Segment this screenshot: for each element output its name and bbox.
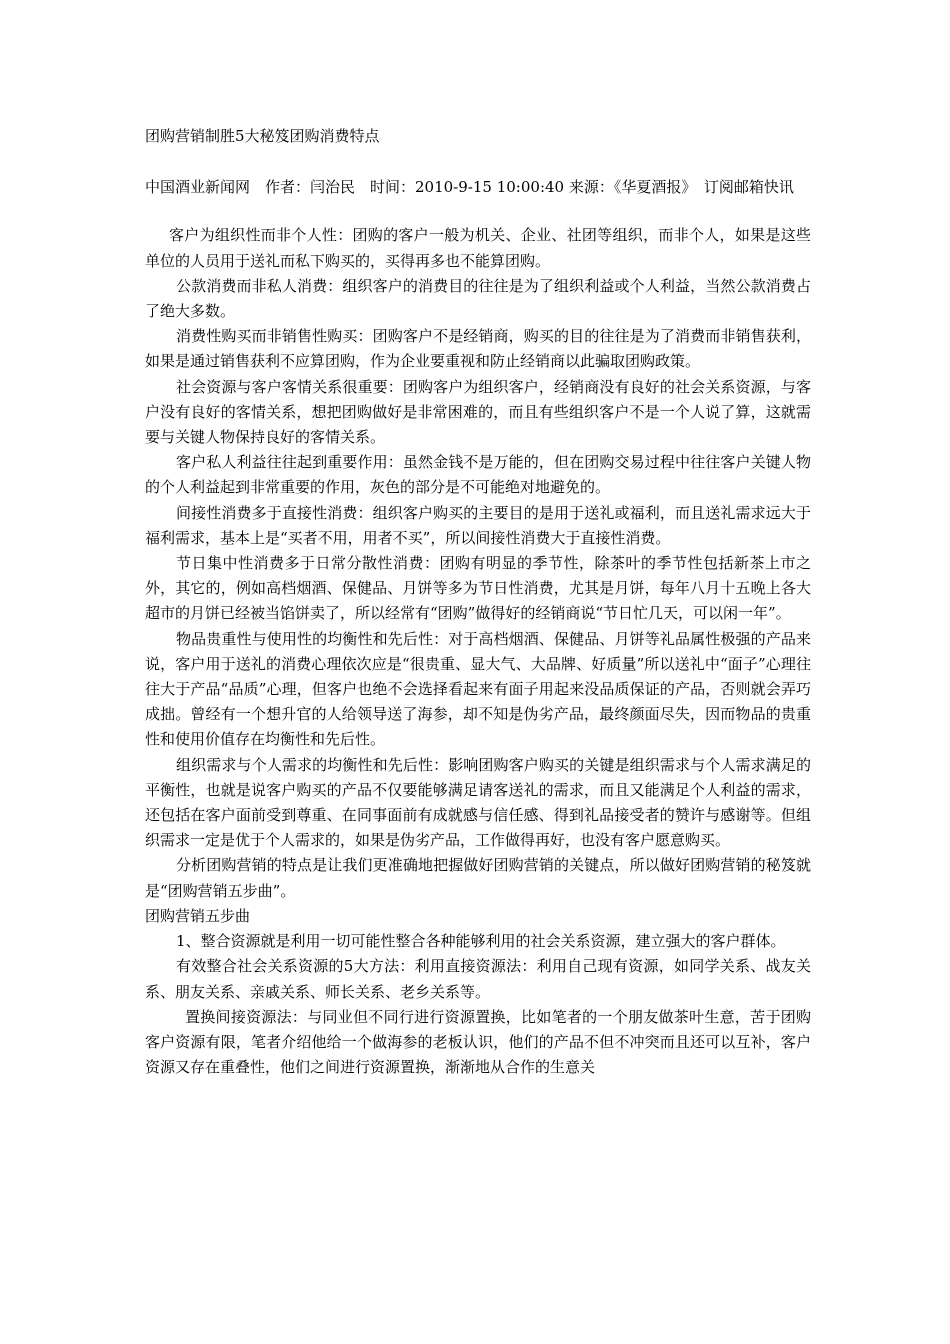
document-page (145, 124, 811, 1080)
section-heading: 团购营销五步曲 (145, 906, 251, 925)
paragraph: 社会资源与客户客情关系很重要：团购客户为组织客户，经销商没有良好的社会关系资源，与客户没有良好的客情关系，想把团购做好是非常困难的，而且有些组织客户不是一个人说了算，这就需要与关键人物保持良好的客情关系。 (145, 377, 811, 447)
paragraph: 置换间接资源法：与同业但不同行进行资源置换，比如笔者的一个朋友做茶叶生意，苦于团购客户资源有限，笔者介绍他给一个做海参的老板认识，他们的产品不但不冲突而且还可以互补，客户资源又存在重叠性，他们之间进行资源置换，渐渐地从合作的生意关 (145, 1007, 811, 1077)
spacer (145, 200, 811, 223)
paragraph: 物品贵重性与使用性的均衡性和先后性：对于高档烟酒、保健品、月饼等礼品属性极强的产品来说，客户用于送礼的消费心理依次应是“很贵重、显大气、大品牌、好质量”所以送礼中“面子”心理往往大于产品“品质”心理，但客户也绝不会选择看起来有面子用起来没品质保证的产品，否则就会弄巧成拙。曾经有一个想升官的人给领导送了海参，却不知是伪劣产品，最终颜面尽失，因而物品的贵重性和使用价值存在均衡性和先后性。 (145, 629, 811, 749)
paragraph: 1、整合资源就是利用一切可能性整合各种能够利用的社会关系资源，建立强大的客户群体。 (176, 932, 786, 951)
article-meta: 中国酒业新闻网 作者：闫治民 时间：2010-9-15 10:00:40 来源：《华夏酒报》 订阅邮箱快讯 (145, 178, 794, 197)
paragraph: 间接性消费多于直接性消费：组织客户购买的主要目的是用于送礼或福利，而且送礼需求远大于福利需求，基本上是“买者不用，用者不买”，所以间接性消费大于直接性消费。 (145, 503, 811, 547)
document-title: 团购营销制胜5大秘笈团购消费特点 (145, 127, 380, 145)
paragraph: 消费性购买而非销售性购买：团购客户不是经销商，购买的目的往往是为了消费而非销售获利，如果是通过销售获利不应算团购，作为企业要重视和防止经销商以此骗取团购政策。 (145, 327, 811, 371)
paragraph: 客户为组织性而非个人性：团购的客户一般为机关、企业、社团等组织，而非个人，如果是这些单位的人员用于送礼而私下购买的，买得再多也不能算团购。 (145, 226, 811, 270)
paragraph: 客户私人利益往往起到重要作用：虽然金钱不是万能的，但在团购交易过程中往往客户关键人物的个人利益起到非常重要的作用，灰色的部分是不可能绝对地避免的。 (145, 453, 811, 497)
paragraph: 组织需求与个人需求的均衡性和先后性：影响团购客户购买的关键是组织需求与个人需求满足的平衡性，也就是说客户购买的产品不仅要能够满足请客送礼的需求，而且又能满足个人利益的需求，还包括在客户面前受到尊重、在同事面前有成就感与信任感、得到礼品接受者的赞许与感谢等。但组织需求一定是优于个人需求的，如果是伪劣产品，工作做得再好，也没有客户愿意购买。 (145, 755, 811, 850)
paragraph: 节日集中性消费多于日常分散性消费：团购有明显的季节性，除茶叶的季节性包括新茶上市之外，其它的，例如高档烟酒、保健品、月饼等多为节日性消费，尤其是月饼，每年八月十五晚上各大超市的月饼已经被当馅饼卖了，所以经常有“团购”做得好的经销商说“节日忙几天，可以闲一年”。 (145, 554, 811, 623)
paragraph: 有效整合社会关系资源的5大方法：利用直接资源法：利用自己现有资源，如同学关系、战友关系、朋友关系、亲戚关系、师长关系、老乡关系等。 (145, 957, 811, 1001)
paragraph: 分析团购营销的特点是让我们更准确地把握做好团购营销的关键点，所以做好团购营销的秘笈就是“团购营销五步曲”。 (145, 856, 811, 900)
paragraph: 公款消费而非私人消费：组织客户的消费目的往往是为了组织利益或个人利益，当然公款消费占了绝大多数。 (145, 276, 811, 321)
